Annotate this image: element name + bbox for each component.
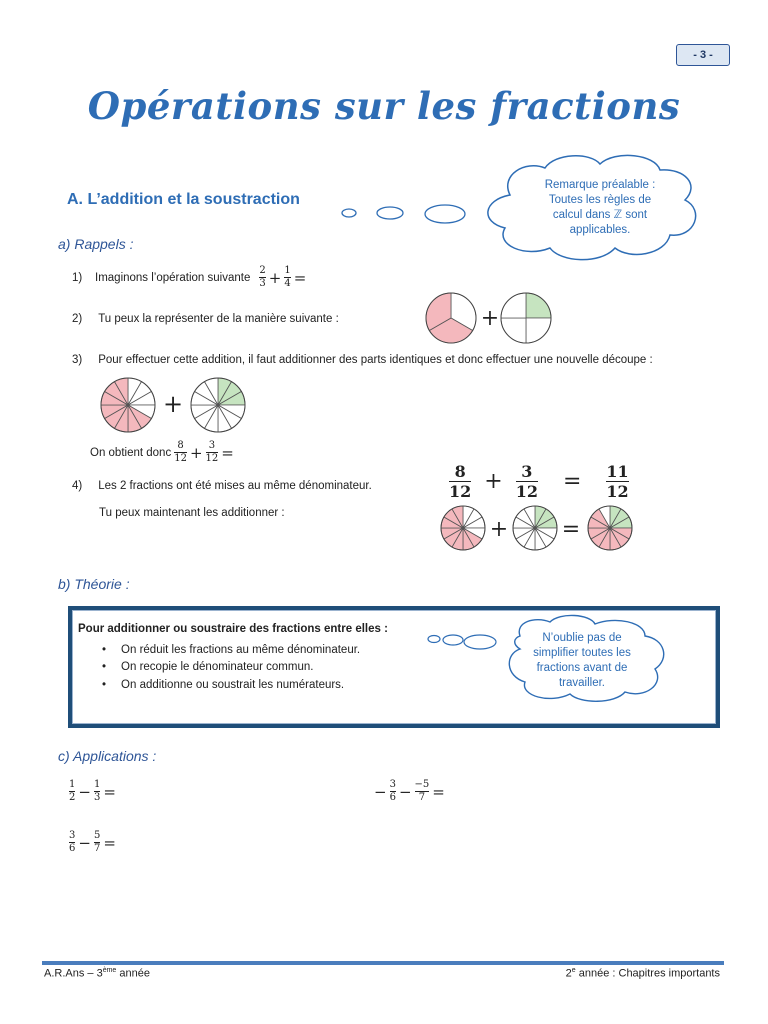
remark-line-1: Remarque préalable :: [544, 179, 656, 191]
application-exercise-2: [372, 779, 447, 804]
equals-sign: =: [432, 782, 445, 801]
theorie-heading: b) Théorie :: [58, 576, 130, 592]
pie-twelfths-a-chart: [101, 378, 155, 432]
fraction: $\frac{8}{12}$: [174, 440, 187, 464]
applications-heading: c) Applications :: [58, 748, 157, 764]
minus-sign: −: [374, 782, 387, 801]
fraction: $\frac{3}{12}$: [515, 462, 538, 501]
item-text: Imaginons l’opération suivante: [95, 271, 251, 284]
pie-twelfths-b-chart: [191, 378, 245, 432]
minus-sign: −: [78, 833, 91, 852]
remark-line-3: calcul dans ℤ sont: [552, 209, 648, 221]
equals-sign: =: [103, 833, 116, 852]
theory-bullet-2: • On recopie le dénominateur commun.: [102, 661, 314, 673]
theory-box-title: Pour additionner ou soustraire des fractions entre elles :: [78, 623, 388, 635]
reminder-cloud-text: [517, 631, 647, 691]
equals-sign: =: [561, 517, 581, 542]
fraction: $\frac{8}{12}$: [449, 462, 472, 501]
rappel-item-3: [72, 354, 653, 366]
footer-rule: [42, 961, 724, 965]
plus-sign: +: [162, 390, 184, 418]
add-instruction: Tu peux maintenant les additionner :: [99, 507, 285, 519]
pie-quarters-chart: [501, 293, 551, 343]
remark-cloud-text: [525, 178, 675, 238]
footer-left: A.R.Ans – 3ème année: [44, 967, 150, 980]
plus-sign: +: [489, 517, 509, 542]
application-exercise-3: [68, 830, 118, 855]
fraction: $\frac{3}{6}$: [69, 830, 76, 854]
remark-line-4: applicables.: [569, 224, 631, 236]
reminder-line-3: fractions avant de: [536, 662, 628, 674]
theory-bullet-1: • On réduit les fractions au même dénominateur.: [102, 644, 361, 656]
fraction: $\frac{1}{2}$: [69, 779, 76, 803]
big-fraction-equation: [448, 462, 630, 501]
page-title: Opérations sur les fractions: [87, 84, 681, 128]
fraction: $\frac{11}{12}$: [606, 462, 629, 501]
pie-twelfths-representation: [100, 376, 246, 434]
equals-sign: =: [293, 268, 307, 287]
remark-line-2: Toutes les règles de: [548, 194, 652, 206]
rappel-item-2: [72, 313, 339, 325]
pie-sum-representation: [440, 502, 640, 554]
item-number: 3): [72, 354, 83, 366]
item-text: Tu peux la représenter de la manière suivante :: [98, 313, 339, 325]
fraction: $\frac{-5}{7}$: [414, 779, 430, 803]
minus-sign: −: [78, 782, 91, 801]
rappel-item-4: [72, 480, 372, 492]
pie-sum-result-chart: [588, 506, 632, 550]
pie-representation: [424, 290, 554, 346]
reminder-line-1: N’oublie pas de: [542, 632, 622, 644]
pie-thirds-chart: [426, 293, 476, 343]
footer-right: 2e année : Chapitres importants: [565, 967, 720, 980]
reminder-line-4: travailler.: [558, 677, 606, 689]
obtain-line: [90, 440, 236, 465]
plus-sign: +: [189, 443, 203, 462]
item-number: 2): [72, 313, 83, 325]
section-a-heading: A. L’addition et la soustraction: [67, 191, 300, 208]
fraction: $\frac{3}{6}$: [389, 779, 396, 803]
fraction: $\frac{1}{3}$: [93, 779, 101, 803]
minus-sign: −: [398, 782, 412, 801]
item-text: Les 2 fractions ont été mises au même dénominateur.: [98, 480, 372, 492]
fraction: $\frac{1}{4}$: [284, 265, 291, 289]
plus-sign: +: [484, 469, 503, 494]
equals-sign: =: [562, 469, 582, 494]
fraction: $\frac{3}{12}$: [205, 440, 219, 464]
rappel-item-1: [72, 265, 308, 290]
obtain-text: On obtient donc: [90, 446, 172, 459]
plus-sign: +: [480, 306, 500, 331]
rappels-heading: a) Rappels :: [58, 236, 134, 252]
reminder-line-2: simplifier toutes les: [533, 647, 631, 659]
equals-sign: =: [103, 782, 116, 801]
item-number: 4): [72, 480, 83, 492]
application-exercise-1: [68, 779, 118, 804]
pie-sum-a-chart: [441, 506, 485, 550]
item-number: 1): [72, 271, 83, 284]
page-number: - 3 -: [676, 44, 730, 66]
plus-sign: +: [268, 268, 282, 287]
pie-sum-b-chart: [513, 506, 557, 550]
equals-sign: =: [221, 443, 234, 462]
fraction: $\frac{5}{7}$: [93, 830, 101, 854]
theory-bullet-3: • On additionne ou soustrait les numérateurs.: [102, 679, 345, 691]
item-text: Pour effectuer cette addition, il faut additionner des parts identiques et donc effectuer une nouvelle découpe :: [98, 354, 653, 366]
fraction: $\frac{2}{3}$: [259, 265, 266, 289]
